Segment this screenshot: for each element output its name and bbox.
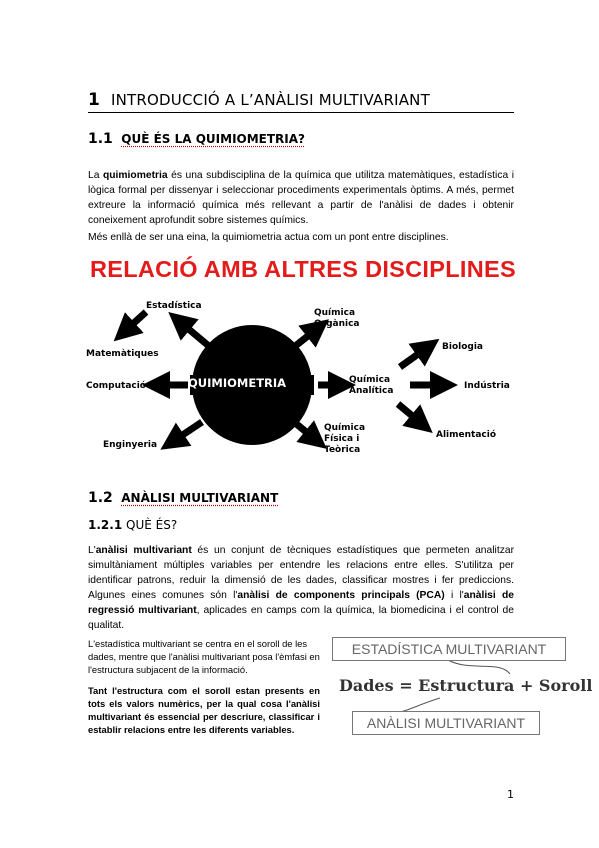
formula-equation: Dades = Estructura + Soroll — [339, 676, 593, 695]
subsection-heading-1-1 — [88, 131, 305, 147]
label-estadistica: Estadística — [146, 301, 202, 311]
mv-term-1: anàlisi multivariant — [95, 545, 192, 556]
mv-text-1: L' — [88, 545, 96, 556]
box-estadistica-multivariant: ESTADÍSTICA MULTIVARIANT — [332, 637, 566, 661]
section-heading-1 — [88, 90, 514, 113]
mv-term-3: anàlisi de regressió multivariant — [88, 590, 515, 616]
intro-term: quimiometria — [102, 170, 168, 181]
connector-structure — [400, 698, 440, 712]
section-number: 1 — [88, 90, 101, 110]
subsubsection-title: QUÈ ÉS? — [126, 518, 178, 532]
label-biologia: Biologia — [442, 342, 483, 352]
page-number: 1 — [507, 788, 514, 801]
intro-text-rest: és una subdisciplina de la química que utilitza matemàtiques, estadística i lògica formal per dissenyar i seleccionar procediments experimentals òptims. A més, permet extreure la informació química més rellevant a partir de l'anàlisi de dades i obtenir coneixement aprofundit sobre sistemes químics. — [88, 170, 514, 226]
label-quimica-analitica: Química Analítica — [349, 375, 394, 396]
subsubsection-heading-1-2-1 — [88, 518, 177, 532]
subsection-title: ANÀLISI MULTIVARIANT — [121, 491, 279, 505]
label-matematiques: Matemàtiques — [86, 349, 159, 359]
label-quimica-fisica: Química Física i Teòrica — [324, 423, 366, 455]
mv-text-2: és un conjunt de tècniques estadístiques que permeten analitzar simultàniament múltiples variables per entendre les relacions entre elles. S'utilitza per identificar patrons, reduir la dimensió de les dades, classificar mostres i fer prediccions. Algunes eines comunes són l' — [88, 545, 514, 601]
center-label: QUIMIOMETRIA — [188, 376, 287, 390]
box-analisi-multivariant: ANÀLISI MULTIVARIANT — [352, 711, 540, 735]
multivariant-paragraph — [88, 543, 514, 633]
arrow-matematiques — [124, 312, 146, 332]
arrow-enginyeria — [172, 422, 202, 442]
structure-paragraph: Tant l'estructura com el soroll estan presents en tots els valors numèrics, per la qual cosa l'anàlisi multivariant és essencial per descriure, classificar i establir relacions entre les diferents variables. — [88, 685, 320, 735]
arrow-quimica-fisica — [294, 422, 316, 440]
subsection-number: 1.1 — [88, 131, 113, 147]
subsection-heading-1-2 — [88, 490, 278, 506]
label-computacio: Computació — [86, 381, 146, 391]
mv-text-3: i l' — [444, 590, 464, 601]
arrow-alimentacio — [398, 404, 422, 424]
subsection-title: QUÈ ÉS LA QUIMIOMETRIA? — [121, 132, 306, 146]
section-title: INTRODUCCIÓ A L’ANÀLISI MULTIVARIANT — [111, 91, 430, 109]
intro-text-start: La — [88, 170, 103, 181]
subsubsection-number: 1.2.1 — [88, 518, 123, 532]
noise-paragraph: L'estadística multivariant se centra en el soroll de les dades, mentre que l'anàlisi multivariant posa l'èmfasi en l'estructura subjacent de la informació. — [88, 638, 320, 675]
mv-term-2: anàlisi de components principals (PCA) — [237, 590, 445, 601]
label-alimentacio: Alimentació — [436, 430, 497, 440]
diagram-title: RELACIÓ AMB ALTRES DISCIPLINES — [90, 256, 516, 282]
intro-paragraph — [88, 168, 514, 228]
label-enginyeria: Enginyeria — [103, 440, 158, 450]
connector-noise — [448, 660, 510, 674]
mv-text-4: , aplicades en camps com la química, la biomedicina i el control de qualitat. — [88, 605, 514, 631]
arrow-quimica-organica — [294, 328, 318, 347]
label-industria: Indústria — [464, 381, 510, 391]
arrow-biologia — [400, 347, 428, 367]
label-quimica-organica: Química Orgànica — [314, 308, 360, 329]
arrow-estadistica — [179, 321, 210, 347]
bridge-paragraph: Més enllà de ser una eina, la quimiometria actua com un pont entre disciplines. — [88, 232, 449, 243]
subsection-number: 1.2 — [88, 490, 113, 506]
